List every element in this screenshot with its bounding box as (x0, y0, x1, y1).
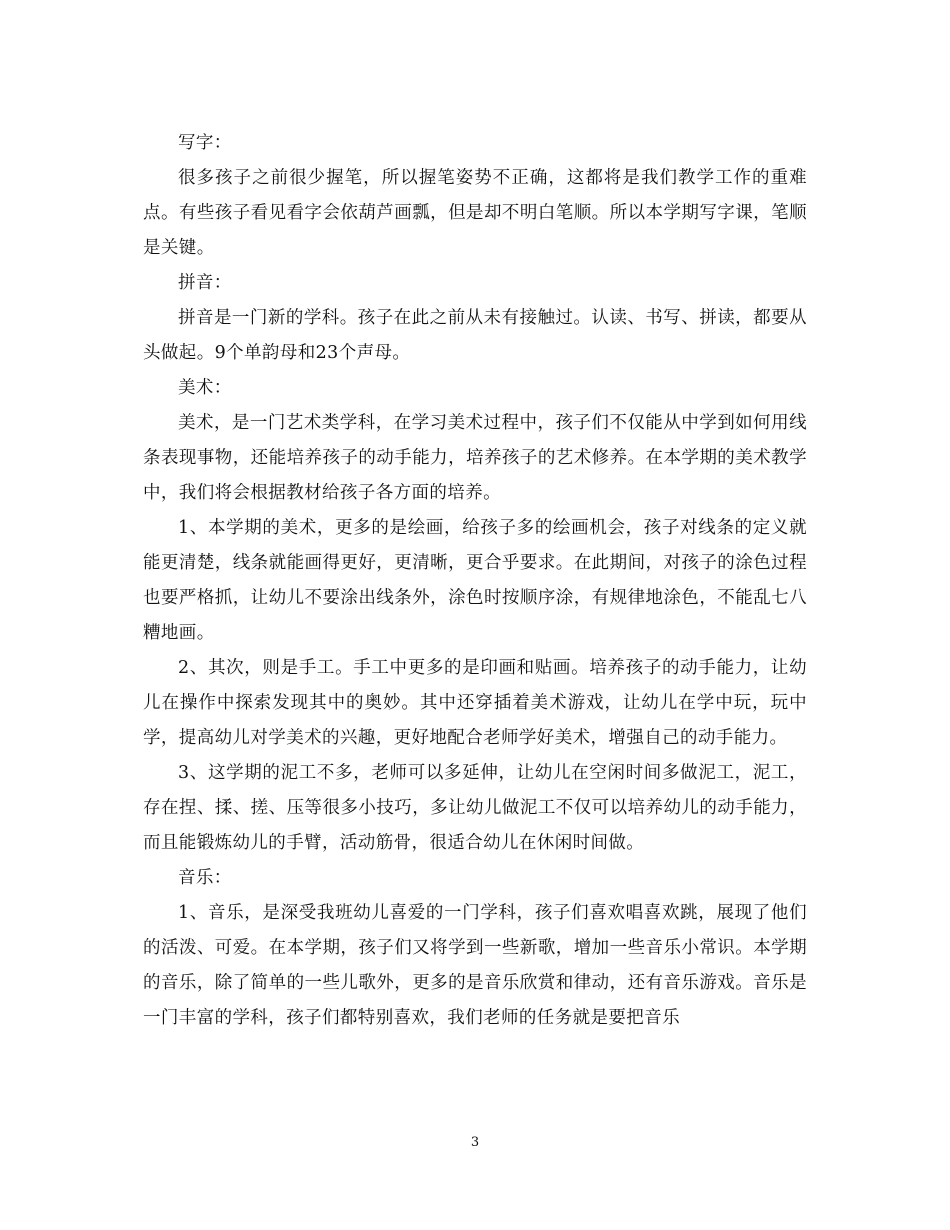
paragraph-art-3: 2、其次，则是手工。手工中更多的是印画和贴画。培养孩子的动手能力，让幼儿在操作中探索发现其中的奥妙。其中还穿插着美术游戏，让幼儿在学中玩，玩中学，提高幼儿对学美术的兴趣，更好地配合老师学好美术，增强自己的动手能力。 (143, 658, 807, 748)
section-heading-writing: 写字： (178, 133, 232, 153)
section-heading-music: 音乐： (178, 868, 232, 888)
section-heading-pinyin: 拼音： (178, 273, 232, 293)
paragraph-art-1: 美术，是一门艺术类学科，在学习美术过程中，孩子们不仅能从中学到如何用线条表现事物，还能培养孩子的动手能力，培养孩子的艺术修养。在本学期的美术教学中，我们将会根据教材给孩子各方面的培养。 (143, 413, 807, 503)
paragraph-music-1: 1、音乐，是深受我班幼儿喜爱的一门学科，孩子们喜欢唱喜欢跳，展现了他们的活泼、可爱。在本学期，孩子们又将学到一些新歌，增加一些音乐小常识。本学期的音乐，除了简单的一些儿歌外，更多的是音乐欣赏和律动，还有音乐游戏。音乐是一门丰富的学科，孩子们都特别喜欢，我们老师的任务就是要把音乐 (143, 903, 807, 1028)
paragraph-writing-1: 很多孩子之前很少握笔，所以握笔姿势不正确，这都将是我们教学工作的重难点。有些孩子看见看字会依葫芦画瓢，但是却不明白笔顺。所以本学期写字课，笔顺是关键。 (143, 168, 807, 258)
paragraph-art-2: 1、本学期的美术，更多的是绘画，给孩子多的绘画机会，孩子对线条的定义就能更清楚，线条就能画得更好，更清晰，更合乎要求。在此期间，对孩子的涂色过程也要严格抓，让幼儿不要涂出线条外，涂色时按顺序涂，有规律地涂色，不能乱七八糟地画。 (143, 518, 807, 643)
section-heading-art: 美术： (178, 378, 232, 398)
page-number: 3 (470, 1135, 480, 1150)
document-body (143, 126, 807, 1036)
paragraph-art-4: 3、这学期的泥工不多，老师可以多延伸，让幼儿在空闲时间多做泥工，泥工，存在捏、揉、搓、压等很多小技巧，多让幼儿做泥工不仅可以培养幼儿的动手能力，而且能锻炼幼儿的手臂，活动筋骨，很适合幼儿在休闲时间做。 (143, 763, 807, 853)
paragraph-pinyin-1: 拼音是一门新的学科。孩子在此之前从未有接触过。认读、书写、拼读，都要从头做起。9个单韵母和23个声母。 (143, 308, 807, 363)
